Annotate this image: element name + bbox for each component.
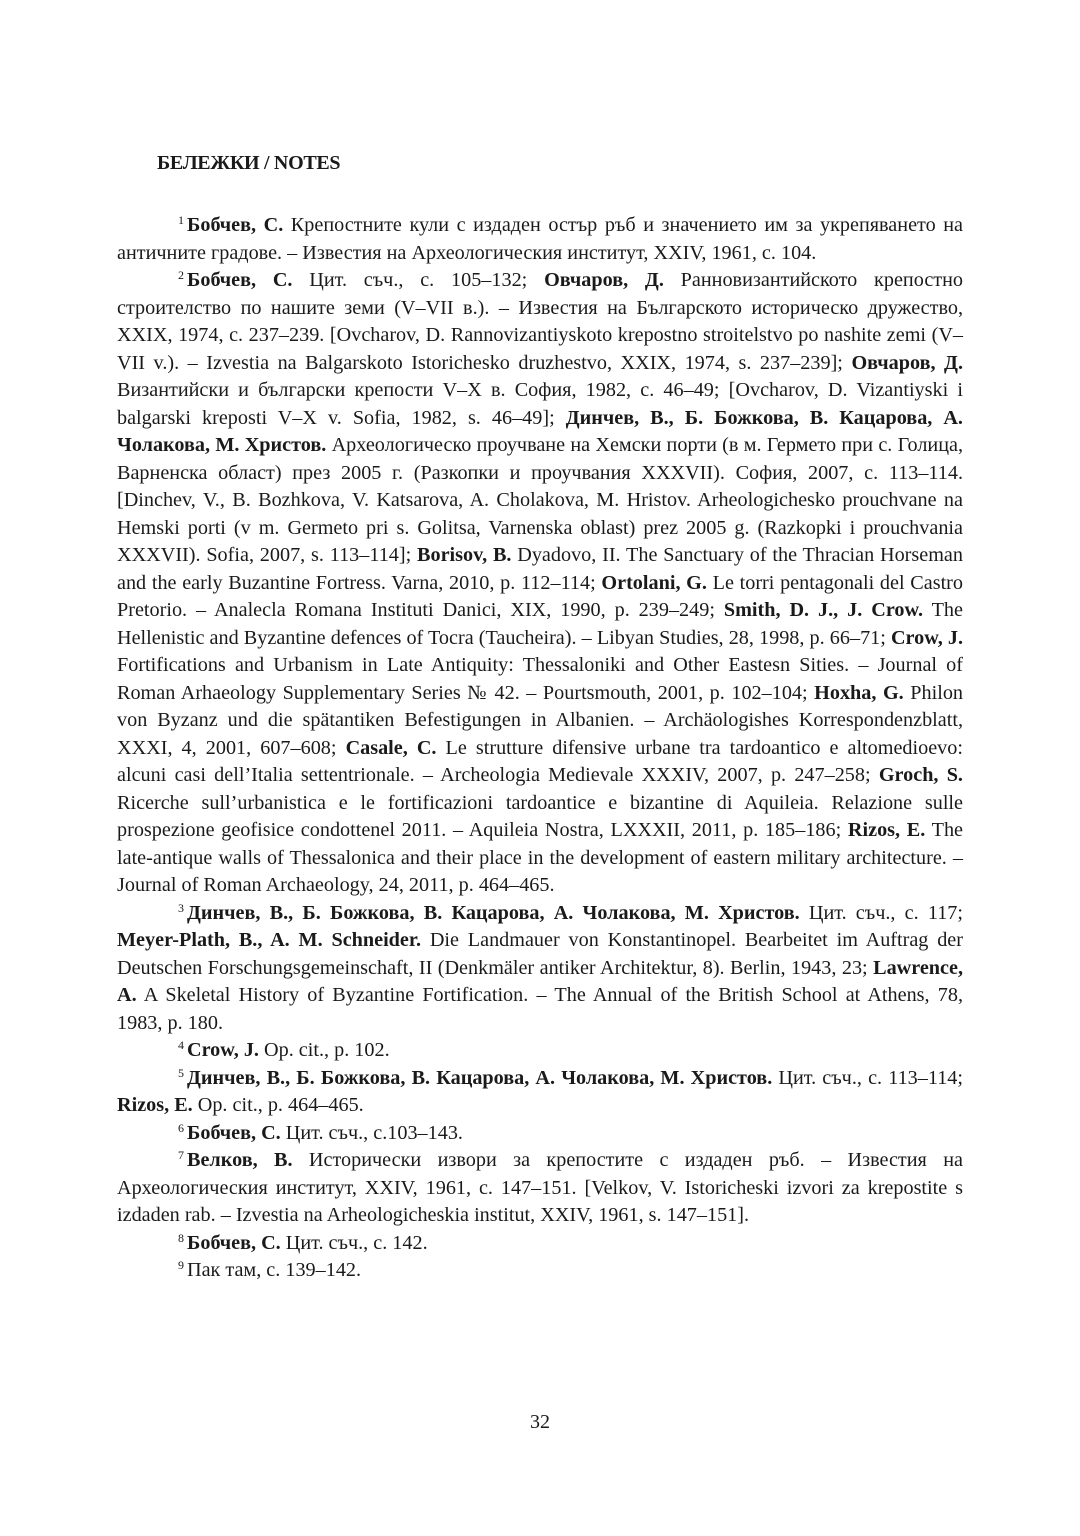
footnote-number: 3 [178,900,184,915]
footnote-number: 2 [178,268,184,282]
author-name: Smith, D. J., J. Crow. [723,599,924,621]
notes-heading: БЕЛЕЖКИ / NOTES [157,152,341,174]
author-name: Бобчев, С. [187,269,293,291]
footnote-number: 5 [178,1065,184,1080]
footnote-number: 7 [178,1148,184,1162]
citation-text: A Skeletal History of Byzantine Fortification. – The Annual of the British School at Athens, 78, 1983, p. 180. [117,984,963,1034]
citation-text: Пак там, с. 139–142. [187,1259,362,1281]
footnote-2 [117,267,963,900]
citation-text: Dyadovo, II. The Sanctuary of the Thracian Horseman and the early Buzantine Fortress. Varna, 2010, p. 112–114; [117,544,963,594]
footnote-5 [117,1065,963,1120]
author-name: Овчаров, Д. [544,269,664,291]
author-name: Hoxha, G. [814,681,904,704]
citation-text: Ранновизантийското крепостно строителство по нашите земи (V–VII в.). – Известия на Българското историческо дружество, XXIX, 1974, с. 237–239. [Ovcharov, D. Rannovizantiyskoto krepostno stroitelstvo po nashite zemi (V–VII v.). – Izvestia na Balgarskoto Istorichesko druzhestvo, XXIX, 1974, s. 237–239]; [117,269,963,374]
author-name: Lawrence, A. [117,956,963,1006]
citation-text: Исторически извори за крепостите с издаден ръб. – Известия на Археологическия институт, XXIV, 1961, с. 147–151. [Velkov, V. Istoricheski izvori za krepostite s izdaden rab. – Izvestia na Arheologicheskia institut, XXIV, 1961, s. 147–151]. [117,1149,963,1226]
footnote-number: 8 [178,1230,184,1245]
citation-text: The late-antique walls of Thessalonica and their place in the development of eastern military architecture. – Journal of Roman Archaeology, 24, 2011, p. 464–465. [117,819,963,896]
citation-text: Op. cit., p. 464–465. [192,1094,364,1116]
footnote-number: 4 [178,1038,184,1052]
footnote-number: 6 [178,1120,184,1135]
author-name: Casale, C. [345,736,437,759]
citation-text: Philon von Byzanz und die spätantiken Befestigungen in Albanien. – Archäologishes Korrespondenzblatt, XXXI, 4, 2001, 607–608; [117,681,964,759]
citation-text: Fortifications and Urbanism in Late Antiquity: Thessaloniki and Other Eastesn Sities. – Journal of Roman Arhaeology Supplementary Series № 42. – Pourtsmouth, 2001, p. 102–104; [117,654,963,704]
footnote-1 [117,212,963,267]
notes-list [117,212,963,1285]
author-name: Велков, В. [187,1149,293,1171]
page-content [117,148,963,1285]
author-name: Бобчев, С. [187,1121,281,1144]
citation-text: Цит. съч., с. 105–132; [292,269,545,291]
author-name: Динчев, В., Б. Божкова, В. Кацарова, А. Чолакова, М. Христов. [187,1066,773,1089]
author-name: Ortolani, G. [601,571,707,594]
author-name: Crow, J. [187,1039,259,1061]
citation-text: Ricerche sull’urbanistica e le fortificazioni tardoantice e bizantine di Aquileia. Relazione sulle prospezione geofisice condottenel 2011. – Aquileia Nostra, LXXXII, 2011, p. 185–186; [117,791,963,841]
footnote-number: 1 [178,213,184,227]
footnote-number: 9 [178,1258,184,1272]
footnote-8 [117,1230,963,1258]
footnote-4 [117,1037,963,1065]
author-name: Groch, S. [878,764,963,786]
footnote-9 [117,1257,963,1285]
citation-text: Крепостните кули с издаден остър ръб и значението им за укрепяването на античните градове. – Известия на Археологическия институт, XXIV, 1961, с. 104. [117,214,964,264]
citation-text: Цит. съч., с. 113–114; [772,1066,963,1089]
author-name: Crow, J. [890,626,963,649]
citation-text: Цит. съч., с. 142. [280,1231,428,1254]
author-name: Бобчев, С. [187,1231,281,1254]
author-name: Бобчев, С. [187,214,284,236]
citation-text: Die Landmauer von Konstantinopel. Bearbeitet im Auftrag der Deutschen Forschungsgemeinschaft, II (Denkmäler antiker Architektur, 8). Berlin, 1943, 23; [117,929,963,979]
author-name: Meyer-Plath, B., A. M. Schneider. [117,929,422,951]
author-name: Динчев, В., Б. Божкова, В. Кацарова, А. Чолакова, М. Христов. [187,901,800,924]
citation-text: Византийски и български крепости V–X в. София, 1982, с. 46–49; [Ovcharov, D. Vizantiyski i balgarski kreposti V–X v. Sofia, 1982, s. 46–49]; [117,379,963,429]
footnote-7 [117,1147,963,1230]
citation-text: Op. cit., p. 102. [258,1039,390,1061]
page-number: 32 [530,1411,550,1433]
citation-text: Le strutture difensive urbane tra tardoantico e altomedioevo: alcuni casi dell’Italia settentrionale. – Archeologia Medievale XXXIV, 2007, p. 247–258; [117,736,963,786]
citation-text: The Hellenistic and Byzantine defences of Tocra (Taucheira). – Libyan Studies, 28, 1998, p. 66–71; [117,599,963,649]
author-name: Овчаров, Д. [851,351,963,374]
citation-text: Цит. съч., с.103–143. [280,1121,463,1144]
citation-text: Цит. съч., с. 117; [799,901,963,924]
footnote-6 [117,1120,963,1148]
author-name: Rizos, E. [117,1094,193,1116]
author-name: Rizos, E. [847,819,926,841]
author-name: Borisov, B. [417,544,512,566]
footnote-3 [117,900,963,1038]
author-name: Динчев, В., Б. Божкова, В. Кацарова, А. Чолакова, М. Христов. [117,406,963,456]
citation-text: Археологическо проучване на Хемски порти (в м. Гермето при с. Голица, Варненска област) през 2005 г. (Разкопки и проучвания XXXVII). София, 2007, с. 113–114. [Dinchev, V., B. Bozhkova, V. Katsarova, A. Cholakova, M. Hristov. Arheologichesko prouchvane na Hemski porti (v m. Germeto pri s. Golitsa, Varnenska oblast) prez 2005 g. (Razkopki i prouchvania XXXVII). Sofia, 2007, s. 113–114]; [117,434,964,566]
citation-text: Le torri pentagonali del Castro Pretorio. – Analecla Romana Instituti Danici, XIX, 1990, p. 239–249; [117,571,963,621]
